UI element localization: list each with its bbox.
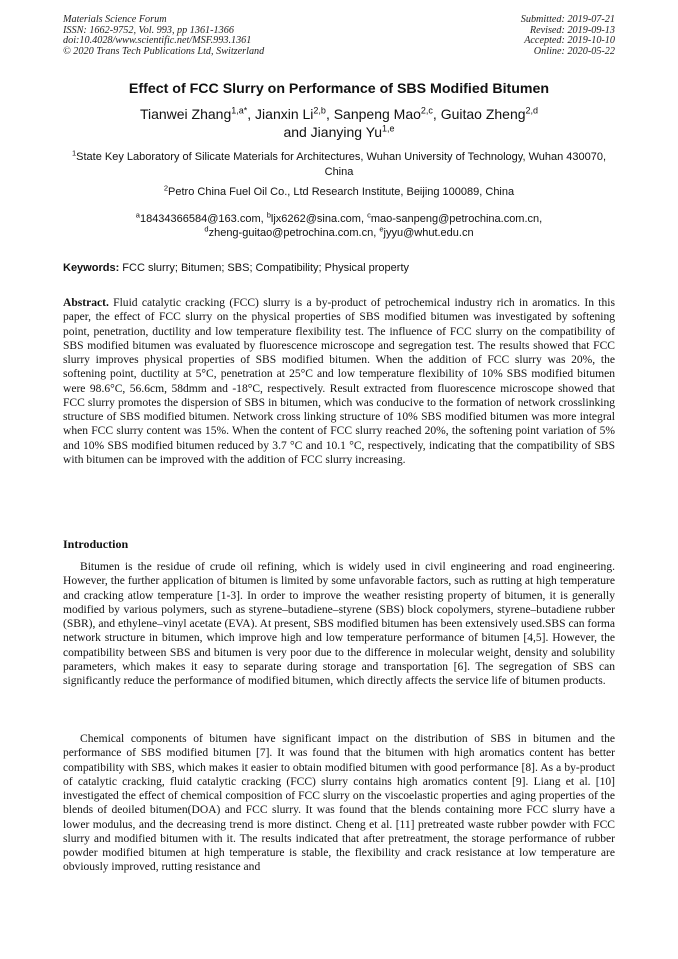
- date-submitted: Submitted: 2019-07-21: [520, 14, 615, 25]
- journal-header-right: [521, 15, 615, 57]
- affiliation-text: Petro China Fuel Oil Co., Ltd Research Institute, Beijing 100089, China: [168, 186, 515, 198]
- section-heading-introduction: Introduction: [63, 537, 129, 551]
- email-separator: ,: [260, 213, 267, 225]
- email-address[interactable]: 18434366584@163.com: [139, 213, 261, 225]
- affiliation-2: [63, 185, 615, 200]
- abstract-text: Fluid catalytic cracking (FCC) slurry is a by-product of petrochemical industry rich in aromatics. In this paper, the effect of FCC slurry on the physical properties of SBS modified bitumen was investigated by softening point, penetration, ductility and low temperature flexibility test. The influence of FCC slurry on the compatibility of SBS modified bitumen was evaluated by fluorescence microscope and segregation test. The results showed that FCC slurry improves physical properties of SBS modified bitumen. When the addition of FCC slurry was 20%, the softening point, ductility at 5°C, penetration at 25°C and low temperature flexibility of 10% SBS modified bitumen were 98.6°C, 56.6cm, 58dmm and -18°C, respectively. Result extracted from fluorescence microscope showed that FCC slurry promotes the dispersion of SBS in bitumen, which was conducive to the formation of network crosslinking structure of SBS modified bitumen. Network cross linking structure of 10% SBS modified bitumen was more integral when FCC slurry content was 15%. When the content of FCC slurry reached 20%, the softening point variation of 5% and 10% SBS modified bitumen reduced by 3.7 °C and 10.1 °C, respectively, indicating that the compatibility of SBS with bitumen can be improved with the addition of FCC slurry increasing.: [63, 297, 615, 466]
- email-marker: d: [204, 224, 209, 234]
- author-separator: ,: [325, 106, 334, 122]
- affiliation-marker: 1: [71, 148, 77, 158]
- author-name: and Jianying Yu: [283, 124, 383, 140]
- author-affiliation-marker: 2,b: [313, 105, 326, 116]
- author-affiliation-marker: 2,d: [525, 105, 539, 116]
- author-affiliation-marker: 1,e: [382, 123, 395, 134]
- affiliation-1: [63, 150, 615, 180]
- email-address[interactable]: zheng-guitao@petrochina.com.cn: [208, 227, 374, 239]
- journal-name: Materials Science Forum: [63, 14, 167, 25]
- author-separator: ,: [432, 106, 441, 122]
- journal-doi: doi:10.4028/www.scientific.net/MSF.993.1361: [63, 35, 252, 47]
- date-revised: Revised: 2019-09-13: [529, 24, 615, 36]
- affiliation-text: State Key Laboratory of Silicate Materials for Architectures, Wuhan University of Technology, Wuhan 430070, China: [76, 151, 607, 178]
- email-address[interactable]: jyyu@whut.edu.cn: [383, 227, 474, 239]
- email-separator: ,: [373, 227, 380, 239]
- keywords-line: [63, 261, 615, 275]
- email-address[interactable]: ljx6262@sina.com: [270, 213, 361, 225]
- author-name: Guitao Zheng: [440, 106, 526, 122]
- email-marker: a: [135, 210, 140, 220]
- author-affiliation-marker: 1,a*: [231, 105, 248, 116]
- keywords-text: FCC slurry; Bitumen; SBS; Compatibility; Physical property: [119, 262, 410, 274]
- introduction-paragraph: Bitumen is the residue of crude oil refining, which is widely used in civil engineering and road engineering. However, the further application of bitumen is limited by some unfavorable factors, such as rutting at high temperature and cracking atlow temperature [1-3]. In order to improve the weather resisting property of bitumen, it is generally modified by various polymers, such as styrene–butadiene–styrene (SBS) block copolymers, styrene–butadiene rubber (SBR), and ethylene–vinyl acetate (EVA). At present, SBS modified bitumen has been extensively used.SBS can forma network structure in bitumen, which improve high and low temperature performance of bitumen [4,5]. However, the compatibility between SBS and bitumen is very poor due to the difference in molecular weight, density and solubility parameters, which makes it easy to separate during storage and transportation [6]. The segregation of SBS can significantly reduce the performance of modified bitumen, which directly affects the service life of bitumen products.: [63, 561, 615, 687]
- email-separator: ,: [539, 213, 543, 225]
- paper-title: Effect of FCC Slurry on Performance of SBS Modified Bitumen: [128, 81, 550, 97]
- affiliation-marker: 2: [163, 183, 169, 193]
- journal-copyright: © 2020 Trans Tech Publications Ltd, Switzerland: [63, 45, 265, 57]
- abstract-label: Abstract.: [63, 297, 109, 309]
- journal-header-left: [63, 15, 264, 57]
- email-address[interactable]: mao-sanpeng@petrochina.com.cn: [370, 213, 540, 225]
- author-affiliation-marker: 2,c: [420, 105, 433, 116]
- author-separator: ,: [247, 106, 256, 122]
- email-marker: e: [379, 224, 384, 234]
- email-marker: b: [266, 210, 271, 220]
- author-name: Tianwei Zhang: [139, 106, 232, 122]
- author-name: Jianxin Li: [255, 106, 314, 122]
- journal-issn: ISSN: 1662-9752, Vol. 993, pp 1361-1366: [63, 24, 234, 36]
- date-online: Online: 2020-05-22: [533, 45, 615, 57]
- email-marker: c: [367, 210, 371, 220]
- author-list: [63, 105, 615, 141]
- author-emails: [63, 212, 615, 240]
- email-separator: ,: [360, 213, 368, 225]
- introduction-paragraph: Chemical components of bitumen have significant impact on the distribution of SBS in bitumen and the performance of SBS modified bitumen [7]. It was found that the bitumen with high aromatics content has better compatibility with SBS, which makes it easier to obtain modified bitumen with good performance [8]. As a by-product of catalytic cracking, fluid catalytic cracking (FCC) slurry contains high aromatics content [9]. Liang et al. [10] investigated the effect of chemical composition of FCC slurry on the viscoelastic properties and aging properties of the blends of deoiled bitumen(DOA) and FCC slurry. It was found that the blends containing more FCC slurry have a lower modulus, and the decreasing trend is more distinct. Cheng et al. [11] pretreated waste rubber powder with FCC slurry and modified bitumen with it. The results indicated that after pretreatment, the storage performance of rubber powder modified bitumen at high temperature is stable, the flexibility and crack resistance at low temperature are obviously improved, rutting resistance and: [63, 733, 615, 874]
- abstract-paragraph: [63, 296, 615, 467]
- keywords-label: Keywords:: [63, 262, 120, 274]
- date-accepted: Accepted: 2019-10-10: [524, 35, 615, 47]
- author-name: Sanpeng Mao: [333, 106, 421, 122]
